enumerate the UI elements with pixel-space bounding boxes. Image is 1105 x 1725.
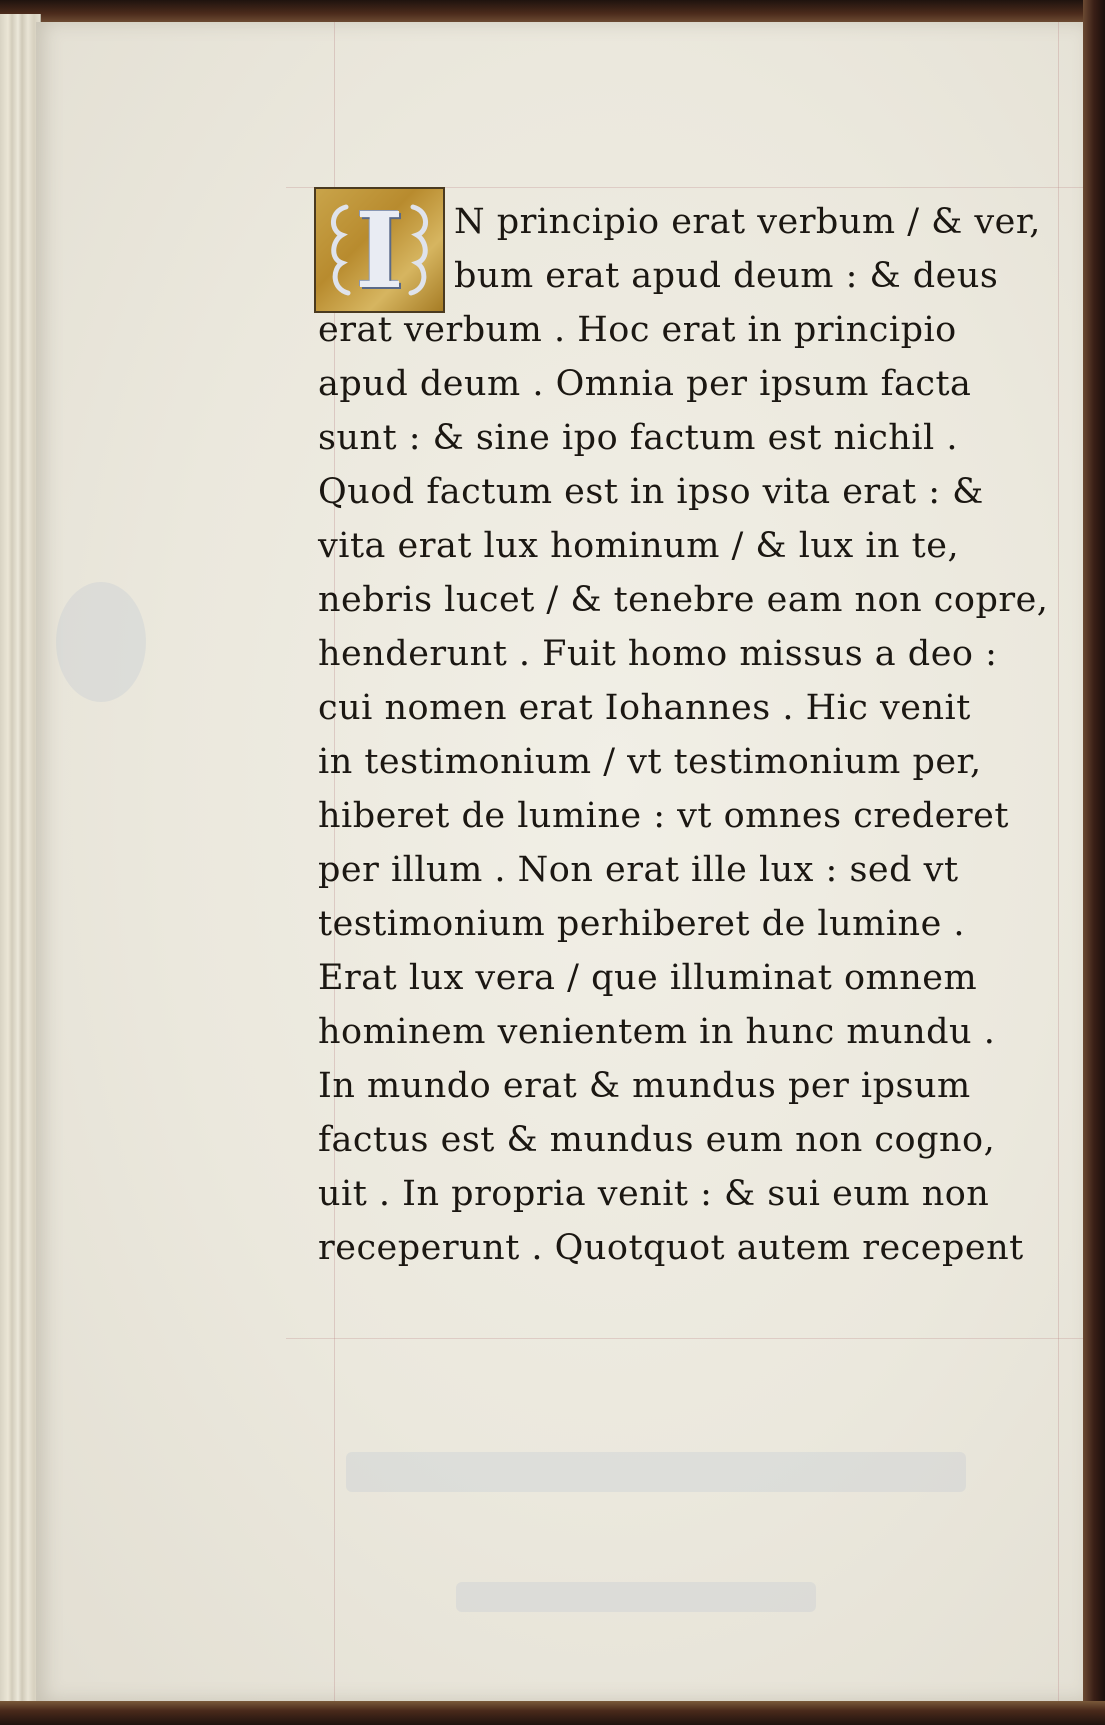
initial-letter: I	[355, 188, 404, 312]
text-line: nebris lucet / & tenebre eam non copre,	[318, 580, 1049, 620]
text-line: factus est & mundus eum non cogno,	[318, 1120, 996, 1160]
text-line: bum erat apud deum : & deus	[454, 256, 999, 296]
illuminated-initial	[314, 187, 445, 313]
show-through-stain	[456, 1582, 816, 1612]
text-line: henderunt . Fuit homo missus a deo :	[318, 634, 998, 674]
show-through-stain	[346, 1452, 966, 1492]
text-line: hominem venientem in hunc mundu .	[318, 1012, 996, 1052]
flourish-right-icon	[405, 201, 435, 299]
page-stack-edges	[0, 14, 41, 1709]
text-line: hiberet de lumine : vt omnes crederet	[318, 796, 1009, 836]
text-line: per illum . Non erat ille lux : sed vt	[318, 850, 959, 890]
text-line: uit . In propria venit : & sui eum non	[318, 1174, 990, 1214]
text-line: Quod factum est in ipso vita erat : &	[318, 472, 984, 512]
text-line: vita erat lux hominum / & lux in te,	[318, 526, 960, 566]
ruling-line-right	[1058, 22, 1059, 1701]
text-line: sunt : & sine ipo factum est nichil .	[318, 418, 958, 458]
text-line: in testimonium / vt testimonium per,	[318, 742, 982, 782]
binding-top-edge	[0, 0, 1105, 22]
text-line: Erat lux vera / que illuminat omnem	[318, 958, 978, 998]
text-line: receperunt . Quotquot autem recepent	[318, 1228, 1024, 1268]
text-line: N principio erat verbum / & ver,	[454, 202, 1041, 242]
text-line: apud deum . Omnia per ipsum facta	[318, 364, 972, 404]
ruling-line-bottom	[286, 1338, 1083, 1339]
text-line: testimonium perhiberet de lumine .	[318, 904, 966, 944]
show-through-stain	[56, 582, 146, 702]
binding-right-edge	[1083, 0, 1105, 1725]
text-line: In mundo erat & mundus per ipsum	[318, 1066, 971, 1106]
text-line: cui nomen erat Iohannes . Hic venit	[318, 688, 971, 728]
text-line: erat verbum . Hoc erat in principio	[318, 310, 957, 350]
binding-bottom-edge	[0, 1701, 1105, 1725]
